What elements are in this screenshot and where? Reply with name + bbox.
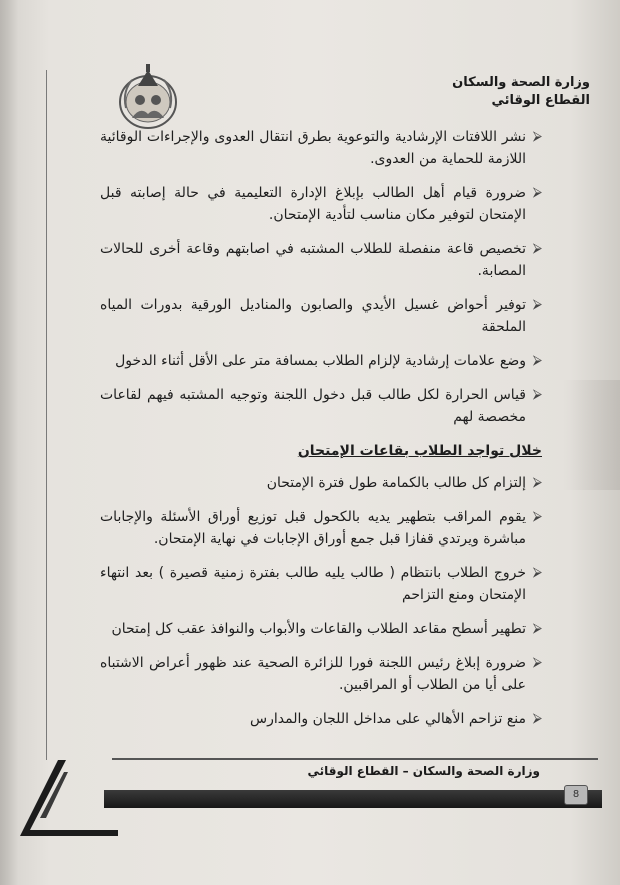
list-item: ⮚ نشر اللافتات الإرشادية والتوعوية بطرق انتقال العدوى والإجراءات الوقائية اللازمة للحماية من العدوى.	[100, 126, 542, 170]
checkmark-arrow-icon: ⮚	[532, 241, 542, 256]
page-number: 8	[564, 785, 588, 805]
checkmark-arrow-icon: ⮚	[532, 387, 542, 402]
list-item: ⮚ ضرورة إبلاغ رئيس اللجنة فورا للزائرة الصحية عند ظهور أعراض الاشتباه على أيا من الطلاب أو المراقبين.	[100, 652, 542, 696]
checkmark-arrow-icon: ⮚	[532, 711, 542, 726]
list-item: ⮚ تطهير أسطح مقاعد الطلاب والقاعات والأبواب والنوافذ عقب كل إمتحان	[100, 618, 542, 640]
checkmark-arrow-icon: ⮚	[532, 655, 542, 670]
left-frame-line	[46, 70, 47, 760]
checkmark-arrow-icon: ⮚	[532, 621, 542, 636]
checkmark-arrow-icon: ⮚	[532, 565, 542, 580]
checkmark-arrow-icon: ⮚	[532, 297, 542, 312]
checkmark-arrow-icon: ⮚	[532, 475, 542, 490]
section-heading: خلال تواجد الطلاب بقاعات الإمتحان	[297, 443, 542, 459]
list-item: ⮚ ضرورة قيام أهل الطالب بإبلاغ الإدارة التعليمية في حالة إصابته قبل الإمتحان لتوفير مكان مناسب لتأدية الإمتحان.	[100, 182, 542, 226]
checkmark-arrow-icon: ⮚	[532, 353, 542, 368]
list-item: ⮚ تخصيص قاعة منفصلة للطلاب المشتبه في اصابتهم وقاعة أخرى للحالات المصابة.	[100, 238, 542, 282]
list-item: ⮚ منع تزاحم الأهالي على مداخل اللجان والمدارس	[100, 708, 542, 730]
page-edge-shadow	[0, 0, 18, 885]
checkmark-arrow-icon: ⮚	[532, 129, 542, 144]
list-item: ⮚ قياس الحرارة لكل طالب قبل دخول اللجنة وتوجيه المشتبه فيهم لقاعات مخصصة لهم	[100, 384, 542, 428]
list-item: ⮚ إلتزام كل طالب بالكمامة طول فترة الإمتحان	[100, 472, 542, 494]
ministry-name: وزارة الصحة والسكان	[452, 75, 590, 90]
footer-text: وزارة الصحة والسكان – القطاع الوقائي	[307, 764, 540, 778]
list-item: ⮚ خروج الطلاب بانتظام ( طالب يليه طالب بفترة زمنية قصيرة ) بعد انتهاء الإمتحان ومنع التزاحم	[100, 562, 542, 606]
corner-decoration	[18, 758, 118, 838]
checkmark-arrow-icon: ⮚	[532, 185, 542, 200]
page-header	[452, 74, 590, 110]
list-item: ⮚ توفير أحواض غسيل الأيدي والصابون والمناديل الورقية بدورات المياه الملحقة	[100, 294, 542, 338]
bleed-through-shadow	[562, 380, 620, 490]
sector-name: القطاع الوقائي	[491, 93, 590, 108]
list-item: ⮚ وضع علامات إرشادية لإلزام الطلاب بمسافة متر على الأقل أثناء الدخول	[100, 350, 542, 372]
checkmark-arrow-icon: ⮚	[532, 509, 542, 524]
footer-bar	[104, 790, 602, 808]
document-body	[100, 126, 542, 742]
ministry-emblem-icon	[112, 62, 184, 134]
list-item: ⮚ يقوم المراقب بتطهير يديه بالكحول قبل توزيع أوراق الأسئلة والإجابات مباشرة ويرتدي قفازا قبل جمع أوراق الإجابات في نهاية الإمتحان.	[100, 506, 542, 550]
footer-divider	[112, 758, 598, 760]
